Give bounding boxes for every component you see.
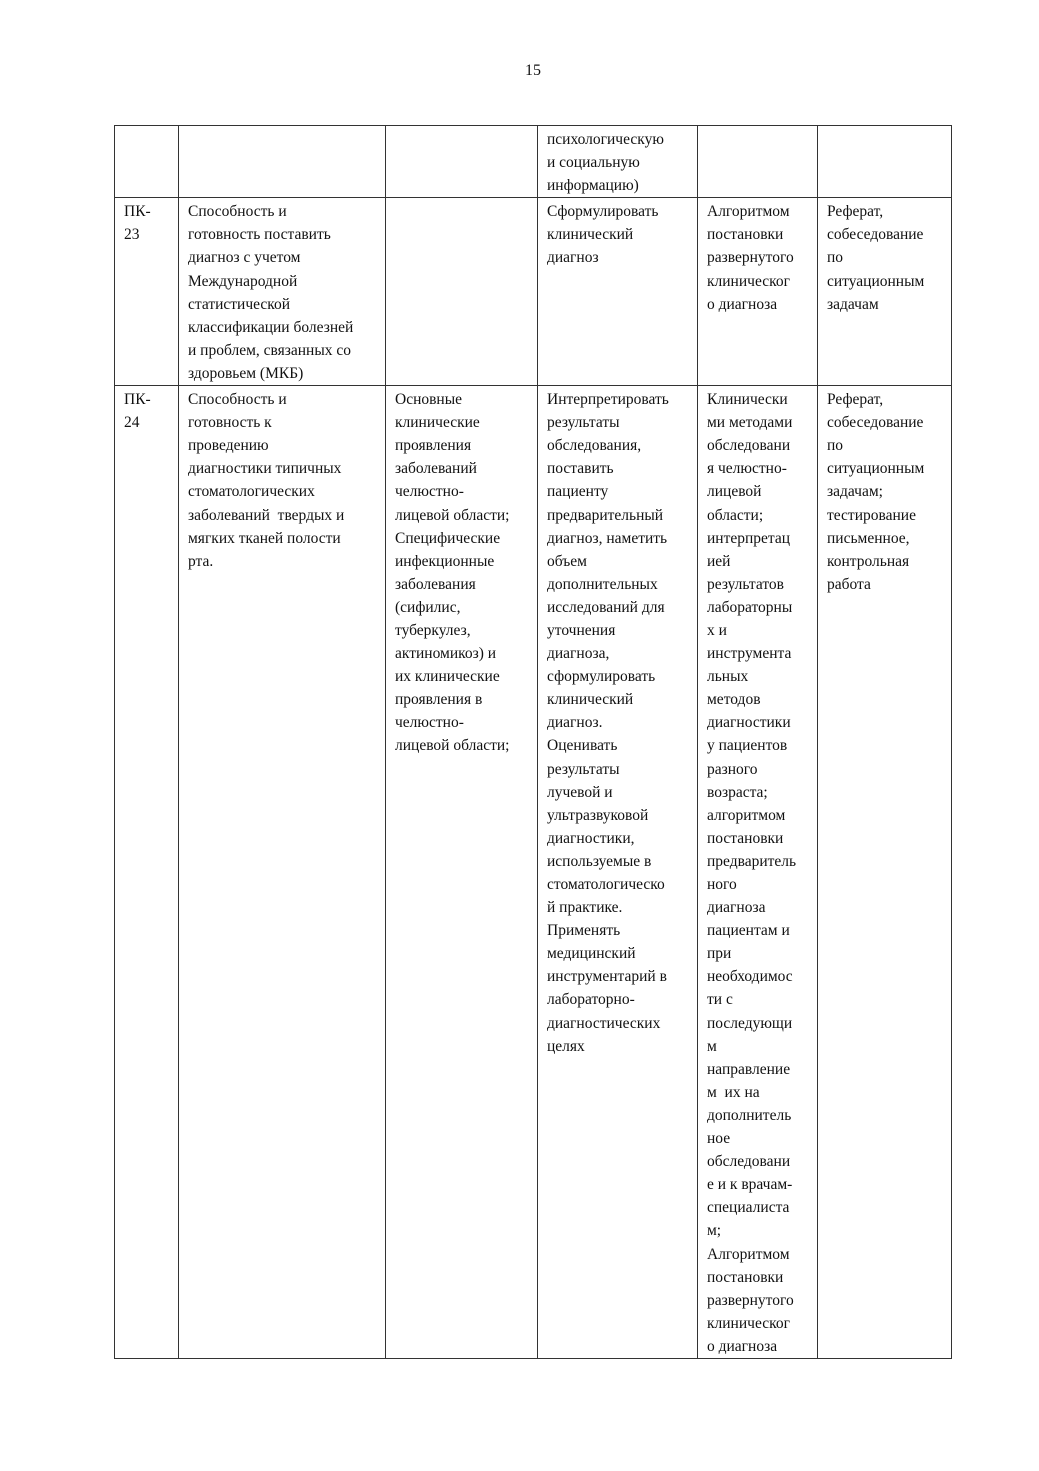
competency-description-cell bbox=[179, 198, 386, 386]
table-row bbox=[115, 386, 952, 1359]
cell-text-line: развернутого bbox=[707, 249, 794, 267]
cell-text-line: стоматологических bbox=[188, 483, 315, 501]
cell-text-line: при bbox=[707, 945, 732, 963]
cell-text-line: инфекционные bbox=[395, 552, 495, 570]
cell-text-line: Алгоритмом bbox=[707, 1245, 790, 1263]
table-row bbox=[115, 126, 952, 198]
cell-text-line: диагноза bbox=[707, 899, 766, 917]
cell-text-line: лучевой и bbox=[547, 783, 613, 801]
cell-text-line: Оценивать bbox=[547, 737, 618, 755]
cell-text-line: постановки bbox=[707, 829, 784, 847]
cell-text-line: заболевания bbox=[395, 575, 476, 593]
cell-text-line: проявления bbox=[395, 437, 472, 455]
cell-text-line: клиническог bbox=[707, 1314, 790, 1332]
cell-text-line: ией bbox=[707, 552, 731, 570]
cell-text-line: постановки bbox=[707, 1268, 784, 1286]
mastery-cell bbox=[698, 126, 818, 198]
cell-text-line: ное bbox=[707, 1130, 731, 1148]
cell-text-line: челюстно- bbox=[395, 483, 464, 501]
cell-text-line: обследования, bbox=[547, 437, 642, 455]
competency-description-cell bbox=[179, 126, 386, 198]
cell-text-line: Специфические bbox=[395, 529, 501, 547]
cell-text-line: здоровьем (МКБ) bbox=[188, 364, 304, 382]
cell-text-line: у пациентов bbox=[707, 737, 788, 755]
assessment-cell bbox=[818, 198, 952, 386]
cell-text-line: ситуационным bbox=[827, 460, 925, 478]
assessment-cell bbox=[818, 386, 952, 1359]
skills-cell bbox=[538, 126, 698, 198]
competency-code-cell bbox=[115, 386, 179, 1359]
cell-text-line: 23 bbox=[124, 226, 140, 244]
cell-text-line: о диагноза bbox=[707, 295, 778, 313]
cell-text-line: инструмента bbox=[707, 645, 792, 663]
cell-text-line: Международной bbox=[188, 272, 298, 290]
cell-text-line: заболеваний твердых и bbox=[188, 506, 345, 524]
cell-text-line: актиномикоз) и bbox=[395, 645, 497, 663]
cell-text-line: задачам; bbox=[827, 483, 883, 501]
cell-text-line: по bbox=[827, 437, 844, 455]
competency-table bbox=[114, 125, 952, 1359]
page-number: 15 bbox=[525, 62, 541, 79]
cell-text-line: уточнения bbox=[547, 621, 616, 639]
cell-text-line: Интерпретировать bbox=[547, 391, 669, 409]
cell-text-line: информацию) bbox=[547, 177, 639, 195]
cell-text-line: Алгоритмом bbox=[707, 203, 790, 221]
cell-text-line: медицинский bbox=[547, 945, 636, 963]
cell-text-line: по bbox=[827, 249, 844, 267]
cell-text-line: лицевой области; bbox=[395, 737, 510, 755]
cell-text-line: собеседование bbox=[827, 414, 924, 432]
knowledge-cell bbox=[386, 386, 538, 1359]
cell-text-line: пациентам и bbox=[707, 922, 790, 940]
cell-text-line: заболеваний bbox=[395, 460, 477, 478]
cell-text-line: мягких тканей полости bbox=[188, 529, 341, 547]
cell-text-line: их клинические bbox=[395, 668, 500, 686]
cell-text-line: ти с bbox=[707, 991, 733, 1009]
cell-text-line: лицевой bbox=[707, 483, 762, 501]
cell-text-line: возраста; bbox=[707, 783, 768, 801]
cell-text-line: и проблем, связанных со bbox=[188, 341, 352, 359]
cell-text-line: Способность и bbox=[188, 203, 287, 221]
skills-cell bbox=[538, 386, 698, 1359]
cell-text-line: о диагноза bbox=[707, 1337, 778, 1355]
cell-text-line: диагностики типичных bbox=[188, 460, 342, 478]
cell-text-line: м; bbox=[707, 1222, 722, 1240]
cell-text-line: е и к врачам- bbox=[707, 1176, 793, 1194]
cell-text-line: и социальную bbox=[547, 154, 640, 172]
cell-text-line: поставить bbox=[547, 460, 614, 478]
cell-text-line: Основные bbox=[395, 391, 463, 409]
mastery-cell bbox=[698, 198, 818, 386]
competency-code-cell bbox=[115, 198, 179, 386]
cell-text-line: задачам bbox=[827, 295, 879, 313]
cell-text-line: м их на bbox=[707, 1083, 760, 1101]
cell-text-line: клинический bbox=[547, 226, 634, 244]
competency-description-cell bbox=[179, 386, 386, 1359]
cell-text-line: лабораторно- bbox=[547, 991, 635, 1009]
cell-text-line: диагноз с учетом bbox=[188, 249, 301, 267]
cell-text-line: клинические bbox=[395, 414, 480, 432]
cell-text-line: й практике. bbox=[547, 899, 623, 917]
cell-text-line: инструментарий в bbox=[547, 968, 667, 986]
cell-text-line: обследовани bbox=[707, 437, 791, 455]
competency-code-cell bbox=[115, 126, 179, 198]
cell-text-line: проявления в bbox=[395, 691, 483, 709]
cell-text-line: письменное, bbox=[827, 529, 910, 547]
cell-text-line: 24 bbox=[124, 414, 140, 432]
cell-text-line: диагноз. bbox=[547, 714, 603, 732]
cell-text-line: челюстно- bbox=[395, 714, 464, 732]
cell-text-line: психологическую bbox=[547, 131, 664, 148]
cell-text-line: диагностики bbox=[707, 714, 791, 732]
cell-text-line: дополнительных bbox=[547, 575, 658, 593]
cell-text-line: целях bbox=[547, 1037, 585, 1055]
cell-text-line: стоматологическо bbox=[547, 876, 665, 893]
cell-text-line: объем bbox=[547, 552, 587, 570]
cell-text-line: клиническог bbox=[707, 272, 790, 290]
cell-text-line: обследовани bbox=[707, 1153, 791, 1171]
table-row bbox=[115, 198, 952, 386]
cell-text-line: лабораторны bbox=[707, 598, 793, 616]
cell-text-line: диагноза, bbox=[547, 645, 610, 663]
cell-text-line: диагноз, наметить bbox=[547, 529, 668, 547]
cell-text-line: необходимос bbox=[707, 968, 793, 986]
cell-text-line: я челюстно- bbox=[707, 460, 787, 478]
cell-text-line: результаты bbox=[547, 760, 620, 778]
cell-text-line: методов bbox=[707, 691, 761, 709]
cell-text-line: области; bbox=[707, 506, 764, 524]
cell-text-line: готовность к bbox=[188, 414, 272, 432]
cell-text-line: используемые в bbox=[547, 852, 652, 870]
cell-text-line: исследований для bbox=[547, 598, 665, 616]
cell-text-line: постановки bbox=[707, 226, 784, 244]
cell-text-line: разного bbox=[707, 760, 758, 778]
cell-text-line: сформулировать bbox=[547, 668, 656, 686]
cell-text-line: Сформулировать bbox=[547, 203, 659, 221]
cell-text-line: Реферат, bbox=[827, 203, 884, 221]
cell-text-line: рта. bbox=[188, 552, 214, 570]
cell-text-line: результатов bbox=[707, 575, 784, 593]
cell-text-line: ПК- bbox=[124, 391, 151, 409]
assessment-cell bbox=[818, 126, 952, 198]
cell-text-line: ми методами bbox=[707, 414, 793, 432]
cell-text-line: статистической bbox=[188, 295, 291, 313]
cell-text-line: направление bbox=[707, 1060, 791, 1078]
cell-text-line: работа bbox=[827, 575, 871, 593]
cell-text-line: предварительный bbox=[547, 506, 664, 524]
cell-text-line: развернутого bbox=[707, 1291, 794, 1309]
mastery-cell bbox=[698, 386, 818, 1359]
cell-text-line: Способность и bbox=[188, 391, 287, 409]
cell-text-line: результаты bbox=[547, 414, 620, 432]
cell-text-line: Клинически bbox=[707, 391, 788, 409]
cell-text-line: туберкулез, bbox=[395, 621, 471, 639]
cell-text-line: диагноз bbox=[547, 249, 599, 267]
cell-text-line: специалиста bbox=[707, 1199, 790, 1217]
knowledge-cell bbox=[386, 126, 538, 198]
cell-text-line: ПК- bbox=[124, 203, 151, 221]
cell-text-line: диагностических bbox=[547, 1014, 661, 1032]
cell-text-line: Применять bbox=[547, 922, 621, 940]
cell-text-line: диагностики, bbox=[547, 829, 635, 847]
cell-text-line: собеседование bbox=[827, 226, 924, 244]
cell-text-line: контрольная bbox=[827, 552, 910, 570]
cell-text-line: м bbox=[707, 1037, 717, 1055]
cell-text-line: х и bbox=[707, 621, 727, 639]
skills-cell bbox=[538, 198, 698, 386]
cell-text-line: последующи bbox=[707, 1014, 793, 1032]
cell-text-line: алгоритмом bbox=[707, 806, 786, 824]
cell-text-line: ного bbox=[707, 876, 737, 893]
cell-text-line: предваритель bbox=[707, 852, 797, 870]
cell-text-line: проведению bbox=[188, 437, 269, 455]
cell-text-line: (сифилис, bbox=[395, 598, 461, 616]
cell-text-line: льных bbox=[707, 668, 749, 686]
cell-text-line: лицевой области; bbox=[395, 506, 510, 524]
cell-text-line: классификации болезней bbox=[188, 318, 354, 336]
cell-text-line: Реферат, bbox=[827, 391, 884, 409]
cell-text-line: тестирование bbox=[827, 506, 916, 524]
cell-text-line: интерпретац bbox=[707, 529, 791, 547]
cell-text-line: пациенту bbox=[547, 483, 609, 501]
cell-text-line: ситуационным bbox=[827, 272, 925, 290]
knowledge-cell bbox=[386, 198, 538, 386]
cell-text-line: готовность поставить bbox=[188, 226, 331, 244]
cell-text-line: клинический bbox=[547, 691, 634, 709]
cell-text-line: ультразвуковой bbox=[547, 806, 649, 824]
cell-text-line: дополнитель bbox=[707, 1106, 792, 1124]
